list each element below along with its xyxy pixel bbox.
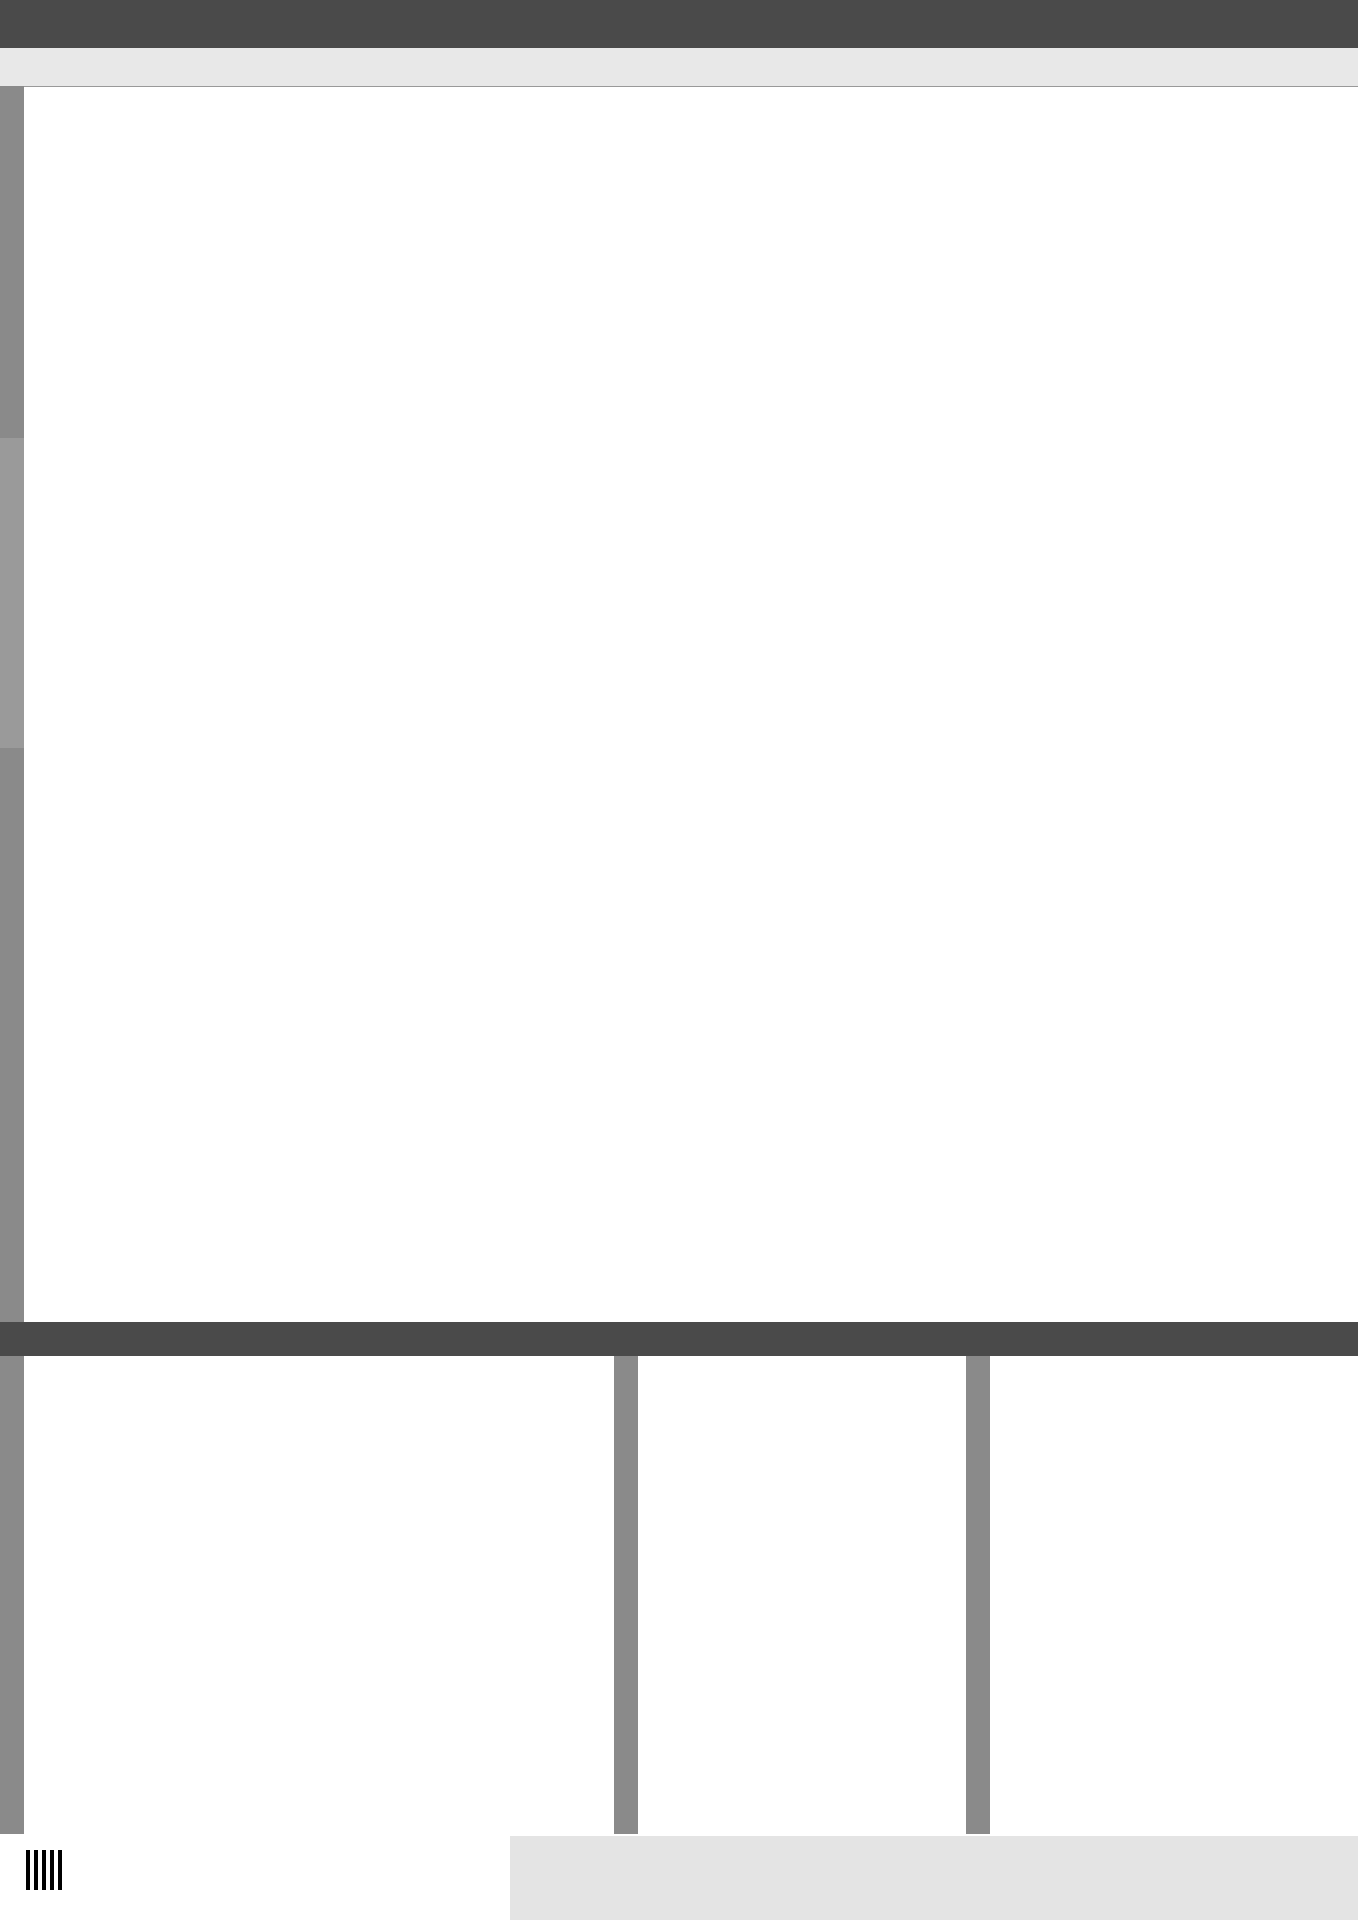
museum-header [0, 1322, 1358, 1356]
section-label-station [0, 86, 24, 438]
museum-section-label-2 [614, 1356, 638, 1834]
section-label-island [0, 438, 24, 748]
qr-code-icon[interactable] [26, 1850, 66, 1890]
section-label-wide [0, 748, 24, 1322]
museum-section-label-3 [966, 1356, 990, 1834]
gallery-header [0, 0, 1358, 48]
schedule-grid [512, 48, 1358, 1322]
distribution-box [510, 1836, 1358, 1920]
museum-section-label-1 [0, 1356, 24, 1834]
